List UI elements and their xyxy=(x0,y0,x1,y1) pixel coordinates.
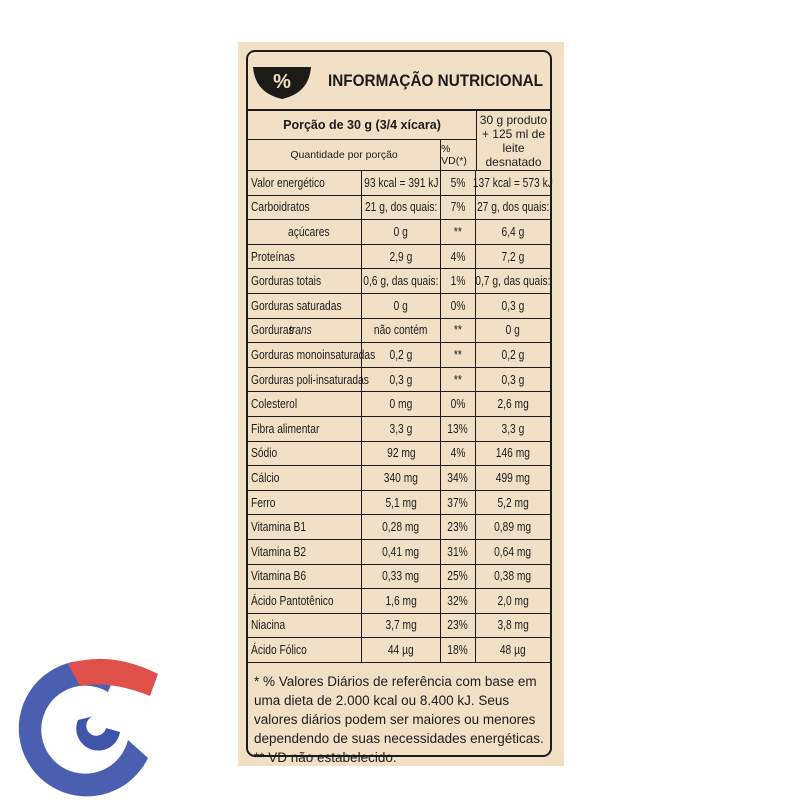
nutrient-quantity: 3,3 g xyxy=(362,417,441,441)
nutrient-name: Gorduras monoinsaturadas xyxy=(248,343,362,367)
portion-label: Porção de 30 g (3/4 xícara) xyxy=(248,111,476,140)
nutrient-quantity: 1,6 mg xyxy=(362,589,441,613)
nutrient-vd: 0% xyxy=(441,392,476,416)
nutrient-combo: 0,89 mg xyxy=(494,520,532,535)
table-row xyxy=(248,392,550,417)
nutrient-combo: 0,3 g xyxy=(501,372,525,387)
nutrient-name: Fibra alimentar xyxy=(248,417,362,441)
nutrient-name: Vitamina B6 xyxy=(248,565,362,589)
store-logo-icon xyxy=(0,640,170,800)
nutrient-name: Sódio xyxy=(248,442,362,466)
nutrition-header xyxy=(248,52,550,109)
nutrient-vd: ** xyxy=(441,220,476,244)
nutrient-quantity: 0,28 mg xyxy=(362,515,441,539)
nutrient-vd: 4% xyxy=(441,245,476,269)
table-row xyxy=(248,294,550,319)
nutrient-name: Ferro xyxy=(248,491,362,515)
nutrient-vd: 37% xyxy=(441,491,476,515)
nutrient-vd: 34% xyxy=(441,466,476,490)
table-row xyxy=(248,638,550,663)
nutrition-table xyxy=(248,109,554,663)
nutrient-name: Proteínas xyxy=(248,245,362,269)
nutrient-quantity: 0 g xyxy=(362,294,441,318)
nutrient-combo: 137 kcal = 573 kJ xyxy=(472,175,554,190)
table-row xyxy=(248,614,550,639)
table-row xyxy=(248,491,550,516)
vd-header: % VD(*) xyxy=(441,143,467,167)
nutrient-combo: 7,2 g xyxy=(501,249,525,264)
nutrient-vd: 23% xyxy=(441,515,476,539)
nutrient-vd: 18% xyxy=(441,638,476,662)
percent-symbol: % xyxy=(273,71,291,93)
nutrient-name: açúcares xyxy=(248,220,362,244)
nutrient-vd: 31% xyxy=(441,540,476,564)
nutrient-quantity: 0,41 mg xyxy=(362,540,441,564)
nutrient-vd: 1% xyxy=(441,269,476,293)
nutrient-vd: 5% xyxy=(441,171,476,195)
nutrient-combo: 3,8 mg xyxy=(497,618,529,633)
nutrient-quantity: 2,9 g xyxy=(362,245,441,269)
percent-bowl-icon xyxy=(251,63,313,101)
nutrient-name: Gorduras totais xyxy=(248,269,362,293)
nutrient-name: Gorduras saturadas xyxy=(248,294,362,318)
nutrient-name: Valor energético xyxy=(248,171,362,195)
nutrient-quantity: 92 mg xyxy=(362,442,441,466)
nutrient-quantity: 340 mg xyxy=(362,466,441,490)
table-row xyxy=(248,220,550,245)
nutrient-quantity: 44 µg xyxy=(362,638,441,662)
nutrient-vd: 4% xyxy=(441,442,476,466)
nutrient-combo: 2,6 mg xyxy=(497,397,529,412)
table-row xyxy=(248,269,550,294)
table-row xyxy=(248,343,550,368)
table-row xyxy=(248,196,550,221)
nutrient-quantity: 0,6 g, das quais: xyxy=(362,269,441,293)
table-row xyxy=(248,417,550,442)
nutrient-quantity: 0,2 g xyxy=(362,343,441,367)
table-header xyxy=(248,111,550,171)
nutrient-combo: 6,4 g xyxy=(501,224,525,239)
nutrient-quantity: 5,1 mg xyxy=(362,491,441,515)
nutrient-vd: ** xyxy=(441,343,476,367)
nutrient-combo: 2,0 mg xyxy=(497,593,529,608)
nutrient-combo: 0,3 g xyxy=(501,298,525,313)
nutrient-combo: 0 g xyxy=(505,323,521,338)
nutrient-combo: 499 mg xyxy=(495,470,531,485)
nutrient-quantity: 93 kcal = 391 kJ xyxy=(362,171,441,195)
nutrient-quantity: 3,7 mg xyxy=(362,614,441,638)
nutrient-combo: 0,7 g, das quais: xyxy=(475,274,551,289)
nutrient-quantity: 0,3 g xyxy=(362,368,441,392)
nutrient-vd: 7% xyxy=(441,196,476,220)
quantity-header: Quantidade por porção xyxy=(248,140,441,170)
nutrient-name: Gorduras poli-insaturadas xyxy=(248,368,362,392)
table-row xyxy=(248,319,550,344)
nutrient-vd: ** xyxy=(441,368,476,392)
nutrition-title: INFORMAÇÃO NUTRICIONAL xyxy=(328,71,544,90)
nutrient-combo: 27 g, dos quais: xyxy=(476,200,550,215)
nutrient-name: Vitamina B1 xyxy=(248,515,362,539)
nutrient-quantity: não contém xyxy=(362,319,441,343)
footnote: * % Valores Diários de referência com base em uma dieta de 2.000 kcal ou 8.400 kJ. Seus valores diários podem ser maiores ou menores dependendo de suas necessidades energéticas. ** VD não estabelecido. xyxy=(254,674,544,765)
nutrient-combo: 48 µg xyxy=(500,643,526,658)
nutrient-combo: 3,3 g xyxy=(501,421,525,436)
nutrient-name: Cálcio xyxy=(248,466,362,490)
nutrient-combo: 0,2 g xyxy=(501,347,525,362)
nutrient-combo: 5,2 mg xyxy=(497,495,529,510)
table-row xyxy=(248,171,554,196)
nutrient-name: Ácido Fólico xyxy=(248,638,362,662)
table-row xyxy=(248,442,550,467)
nutrient-vd: 25% xyxy=(441,565,476,589)
nutrient-combo: 0,64 mg xyxy=(494,544,532,559)
nutrient-quantity: 21 g, dos quais: xyxy=(362,196,441,220)
table-row xyxy=(248,245,550,270)
nutrient-rows xyxy=(248,171,554,663)
nutrient-name: Niacina xyxy=(248,614,362,638)
table-row xyxy=(248,565,550,590)
table-row xyxy=(248,589,550,614)
nutrient-vd: 23% xyxy=(441,614,476,638)
nutrient-name: Carboidratos xyxy=(248,196,362,220)
table-row xyxy=(248,466,550,491)
table-row xyxy=(248,368,550,393)
nutrient-name: Colesterol xyxy=(248,392,362,416)
table-row xyxy=(248,540,550,565)
nutrient-name: Gorduras trans xyxy=(248,319,362,343)
table-row xyxy=(248,515,550,540)
combo-header: 30 g produto + 125 ml de leite desnatado xyxy=(479,112,548,169)
nutrient-quantity: 0 mg xyxy=(362,392,441,416)
nutrient-vd: 32% xyxy=(441,589,476,613)
nutrient-vd: 13% xyxy=(441,417,476,441)
nutrient-combo: 146 mg xyxy=(495,446,531,461)
nutrient-quantity: 0,33 mg xyxy=(362,565,441,589)
nutrient-name: Vitamina B2 xyxy=(248,540,362,564)
nutrient-vd: ** xyxy=(441,319,476,343)
nutrient-vd: 0% xyxy=(441,294,476,318)
nutrient-name: Ácido Pantotênico xyxy=(248,589,362,613)
nutrient-combo: 0,38 mg xyxy=(494,569,532,584)
nutrient-quantity: 0 g xyxy=(362,220,441,244)
